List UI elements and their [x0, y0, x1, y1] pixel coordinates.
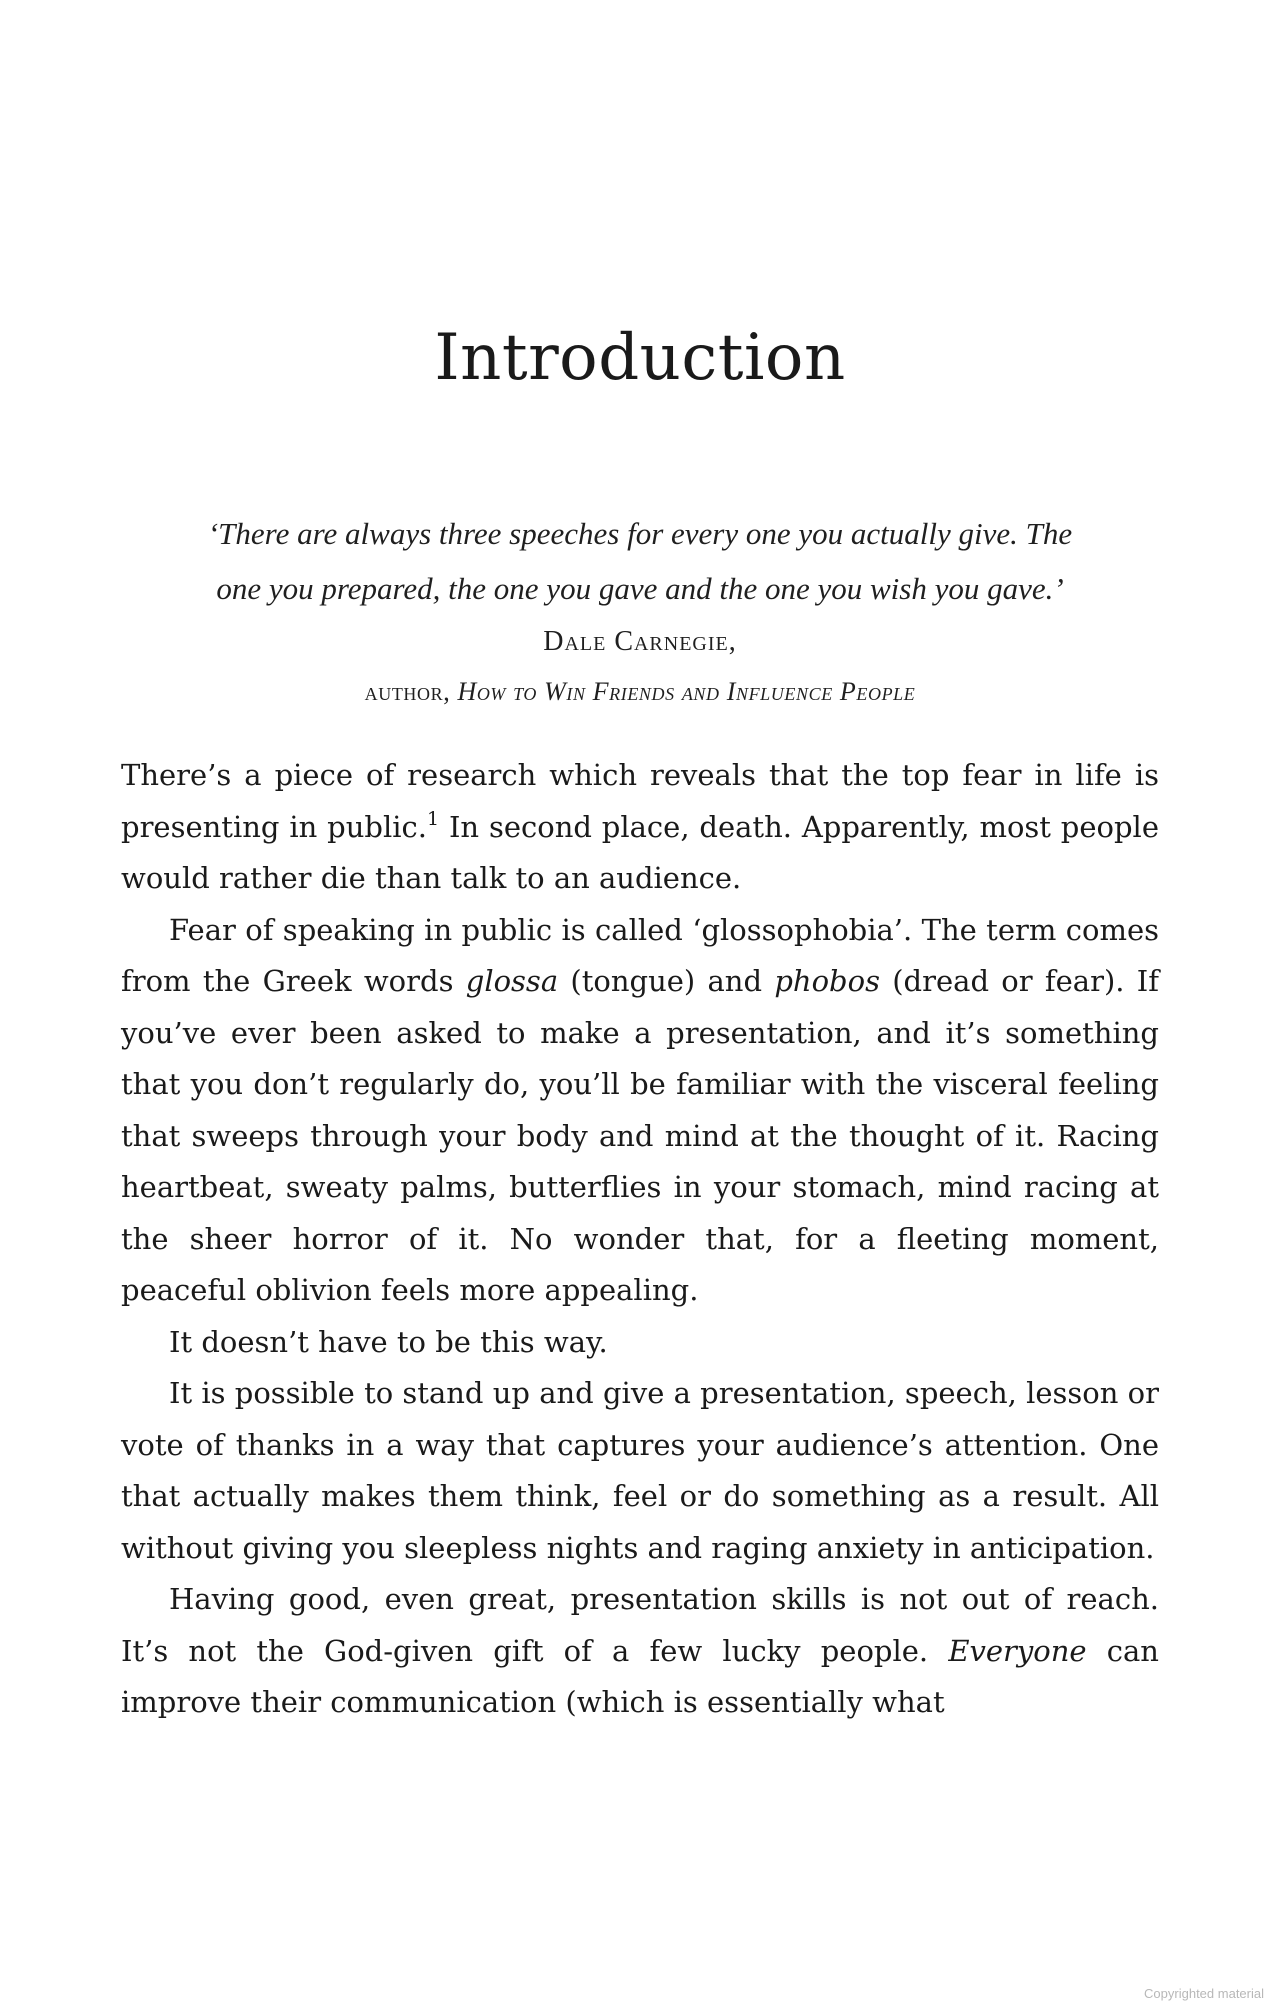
paragraph-5-text-b: can improve their communication (which is essentially what [121, 1633, 1159, 1719]
epigraph [120, 506, 1160, 716]
paragraph-3: It doesn’t have to be this way. [169, 1324, 608, 1359]
epigraph-quote-line-1: ‘There are always three speeches for every one you actually give. The [207, 516, 1073, 551]
footnote-marker: 1 [426, 807, 440, 830]
paragraph-2-text-c: (dread or fear). If you’ve ever been asked to make a presentation, and it’s something that you don’t regularly do, you’ll be familiar with the visceral feeling that sweeps through your body and mind at the thought of it. Racing heartbeat, sweaty palms, butterflies in your stomach, mind racing at the sheer horror of it. No wonder that, for a fleeting moment, peaceful oblivion feels more appealing. [121, 964, 1159, 1307]
term-glossa: glossa [465, 964, 559, 998]
epigraph-book-title: How to Win Friends and Influence People [457, 677, 916, 706]
copyright-watermark: Copyrighted material [1144, 1986, 1264, 2001]
epigraph-author-role [120, 668, 1160, 716]
term-phobos: phobos [774, 964, 880, 998]
body-text [121, 750, 1159, 1729]
epigraph-author: Dale Carnegie, [543, 626, 737, 657]
chapter-title: Introduction [434, 321, 846, 395]
epigraph-role-prefix: author, [364, 677, 458, 706]
paragraph-1-text-a: There’s a piece of research which reveals that the top fear in life is presenting in public. [121, 758, 1159, 844]
paragraph-1 [121, 750, 1159, 905]
paragraph-1-text-b: In second place, death. Apparently, most people would rather die than talk to an audience. [121, 809, 1159, 895]
emphasis-everyone: Everyone [948, 1633, 1087, 1668]
paragraph-4: It is possible to stand up and give a presentation, speech, lesson or vote of thanks in a way that captures your audience’s attention. One that actually makes them think, feel or do something as a result. All without giving you sleepless nights and raging anxiety in anticipation. [121, 1376, 1159, 1565]
paragraph-5 [121, 1574, 1159, 1729]
paragraph-2-text-b: (tongue) and [558, 964, 775, 998]
paragraph-5-text-a: Having good, even great, presentation skills is not out of reach. It’s not the God-given gift of a few lucky people. [121, 1582, 1159, 1668]
paragraph-2 [121, 905, 1159, 1317]
epigraph-quote-line-2: one you prepared, the one you gave and the one you wish you gave.’ [216, 571, 1064, 606]
paragraph-2-text-a: Fear of speaking in public is called ‘glossophobia’. The term comes from the Greek words [121, 912, 1159, 998]
